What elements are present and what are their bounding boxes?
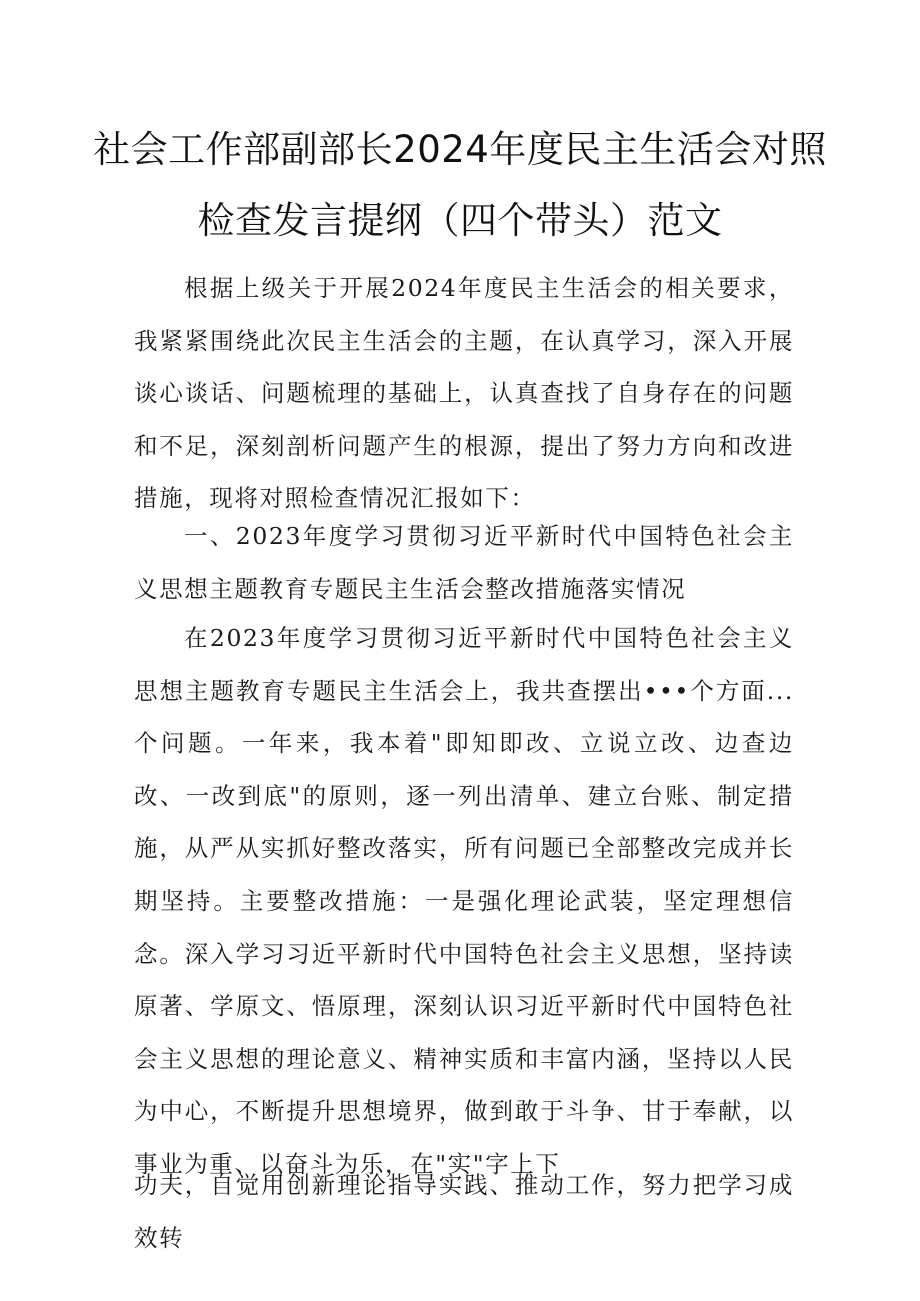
document-title-line-1: 社会工作部副部长2024年度民主生活会对照 <box>93 128 827 171</box>
continuation-line: 功夫，自觉用创新理论指导实践、推动工作，努力把学习成效转 <box>134 1171 794 1252</box>
intro-paragraph: 根据上级关于开展2024年度民主生活会的相关要求，我紧紧围绕此次民主生活会的主题，在认真学习，深入开展谈心谈话、问题梳理的基础上，认真查找了自身存在的问题和不足，深刻剖析问题产生的根源，提出了努力方向和改进措施，现将对照检查情况汇报如下： <box>134 274 794 513</box>
section-1-heading: 一、2023年度学习贯彻习近平新时代中国特色社会主义思想主题教育专题民主生活会整改措施落实情况 <box>134 522 794 603</box>
section-1-body: 在2023年度学习贯彻习近平新时代中国特色社会主义思想主题教育专题民主生活会上，我共查摆出•••个方面...个问题。一年来，我本着"即知即改、立说立改、边查边改、一改到底"的原则，逐一列出清单、建立台账、制定措施，从严从实抓好整改落实，所有问题已全部整改完成并长期坚持。主要整改措施：一是强化理论武装，坚定理想信念。深入学习习近平新时代中国特色社会主义思想，坚持读原著、学原文、悟原理，深刻认识习近平新时代中国特色社会主义思想的理论意义、精神实质和丰富内涵，坚持以人民为中心，不断提升思想境界，做到敢于斗争、甘于奉献，以事业为重、以奋斗为乐，在"实"字上下 <box>134 624 794 1178</box>
document-title-line-2: 检查发言提纲（四个带头）范文 <box>197 199 723 242</box>
